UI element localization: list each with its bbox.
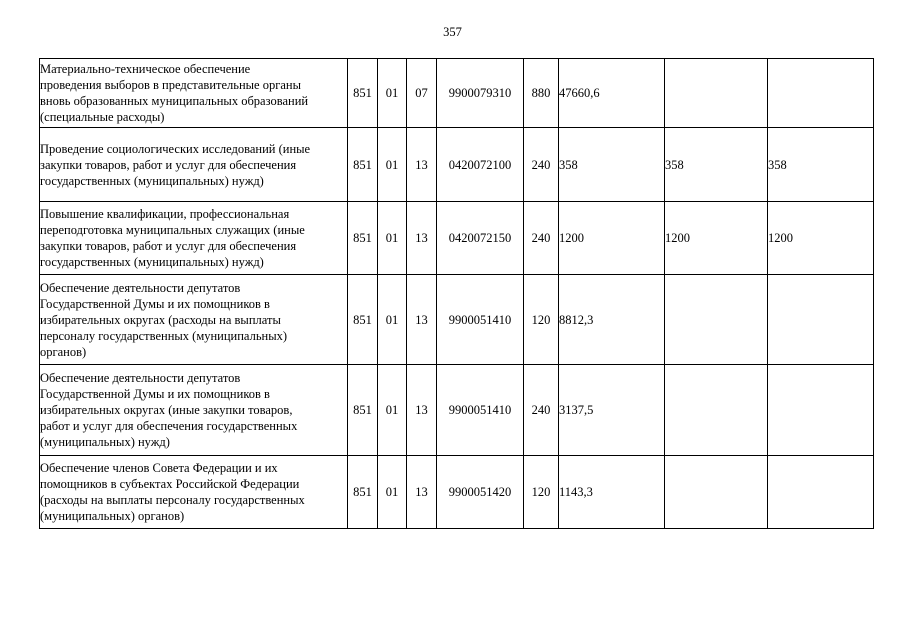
expense-type-code: 240 bbox=[524, 202, 559, 275]
amount-year-1: 3137,5 bbox=[559, 365, 665, 456]
row-description: Проведение социологических исследований (иные закупки товаров, работ и услуг для обеспечения государственных (муниципальных) нужд) bbox=[40, 128, 348, 202]
target-article-code: 0420072150 bbox=[437, 202, 524, 275]
section-code: 01 bbox=[378, 456, 407, 529]
grbs-code: 851 bbox=[348, 275, 378, 365]
section-code: 01 bbox=[378, 202, 407, 275]
amount-year-1: 1143,3 bbox=[559, 456, 665, 529]
amount-year-1: 8812,3 bbox=[559, 275, 665, 365]
section-code: 01 bbox=[378, 59, 407, 128]
table-row bbox=[40, 275, 874, 365]
table-row bbox=[40, 202, 874, 275]
subsection-code: 13 bbox=[407, 275, 437, 365]
subsection-code: 07 bbox=[407, 59, 437, 128]
row-description: Обеспечение членов Совета Федерации и их помощников в субъектах Российской Федерации (расходы на выплаты персоналу государственных (муниципальных) органов) bbox=[40, 456, 348, 529]
amount-year-1: 47660,6 bbox=[559, 59, 665, 128]
row-description: Обеспечение деятельности депутатов Государственной Думы и их помощников в избирательных округах (расходы на выплаты персоналу государственных (муниципальных) органов) bbox=[40, 275, 348, 365]
amount-year-1: 358 bbox=[559, 128, 665, 202]
section-code: 01 bbox=[378, 275, 407, 365]
row-description: Повышение квалификации, профессиональная переподготовка муниципальных служащих (иные закупки товаров, работ и услуг для обеспечения государственных (муниципальных) нужд) bbox=[40, 202, 348, 275]
section-code: 01 bbox=[378, 128, 407, 202]
expense-type-code: 880 bbox=[524, 59, 559, 128]
amount-year-2: 1200 bbox=[665, 202, 768, 275]
subsection-code: 13 bbox=[407, 456, 437, 529]
expense-type-code: 120 bbox=[524, 456, 559, 529]
table-row bbox=[40, 365, 874, 456]
grbs-code: 851 bbox=[348, 128, 378, 202]
grbs-code: 851 bbox=[348, 202, 378, 275]
target-article-code: 0420072100 bbox=[437, 128, 524, 202]
page-number: 357 bbox=[443, 25, 462, 39]
amount-year-3: 358 bbox=[768, 128, 874, 202]
table-row bbox=[40, 59, 874, 128]
amount-year-2 bbox=[665, 365, 768, 456]
amount-year-2: 358 bbox=[665, 128, 768, 202]
amount-year-1: 1200 bbox=[559, 202, 665, 275]
amount-year-3: 1200 bbox=[768, 202, 874, 275]
amount-year-2 bbox=[665, 456, 768, 529]
target-article-code: 9900051410 bbox=[437, 365, 524, 456]
amount-year-2 bbox=[665, 59, 768, 128]
grbs-code: 851 bbox=[348, 456, 378, 529]
grbs-code: 851 bbox=[348, 365, 378, 456]
target-article-code: 9900051420 bbox=[437, 456, 524, 529]
target-article-code: 9900051410 bbox=[437, 275, 524, 365]
expense-type-code: 240 bbox=[524, 128, 559, 202]
row-description: Обеспечение деятельности депутатов Государственной Думы и их помощников в избирательных округах (иные закупки товаров, работ и услуг для обеспечения государственных (муниципальных) нужд) bbox=[40, 365, 348, 456]
grbs-code: 851 bbox=[348, 59, 378, 128]
subsection-code: 13 bbox=[407, 128, 437, 202]
amount-year-3 bbox=[768, 365, 874, 456]
row-description: Материально-техническое обеспечение проведения выборов в представительные органы вновь образованных муниципальных образований (специальные расходы) bbox=[40, 59, 348, 128]
target-article-code: 9900079310 bbox=[437, 59, 524, 128]
section-code: 01 bbox=[378, 365, 407, 456]
amount-year-2 bbox=[665, 275, 768, 365]
budget-table bbox=[39, 58, 874, 529]
expense-type-code: 120 bbox=[524, 275, 559, 365]
subsection-code: 13 bbox=[407, 365, 437, 456]
amount-year-3 bbox=[768, 59, 874, 128]
table-row bbox=[40, 456, 874, 529]
amount-year-3 bbox=[768, 275, 874, 365]
amount-year-3 bbox=[768, 456, 874, 529]
table-row bbox=[40, 128, 874, 202]
expense-type-code: 240 bbox=[524, 365, 559, 456]
subsection-code: 13 bbox=[407, 202, 437, 275]
